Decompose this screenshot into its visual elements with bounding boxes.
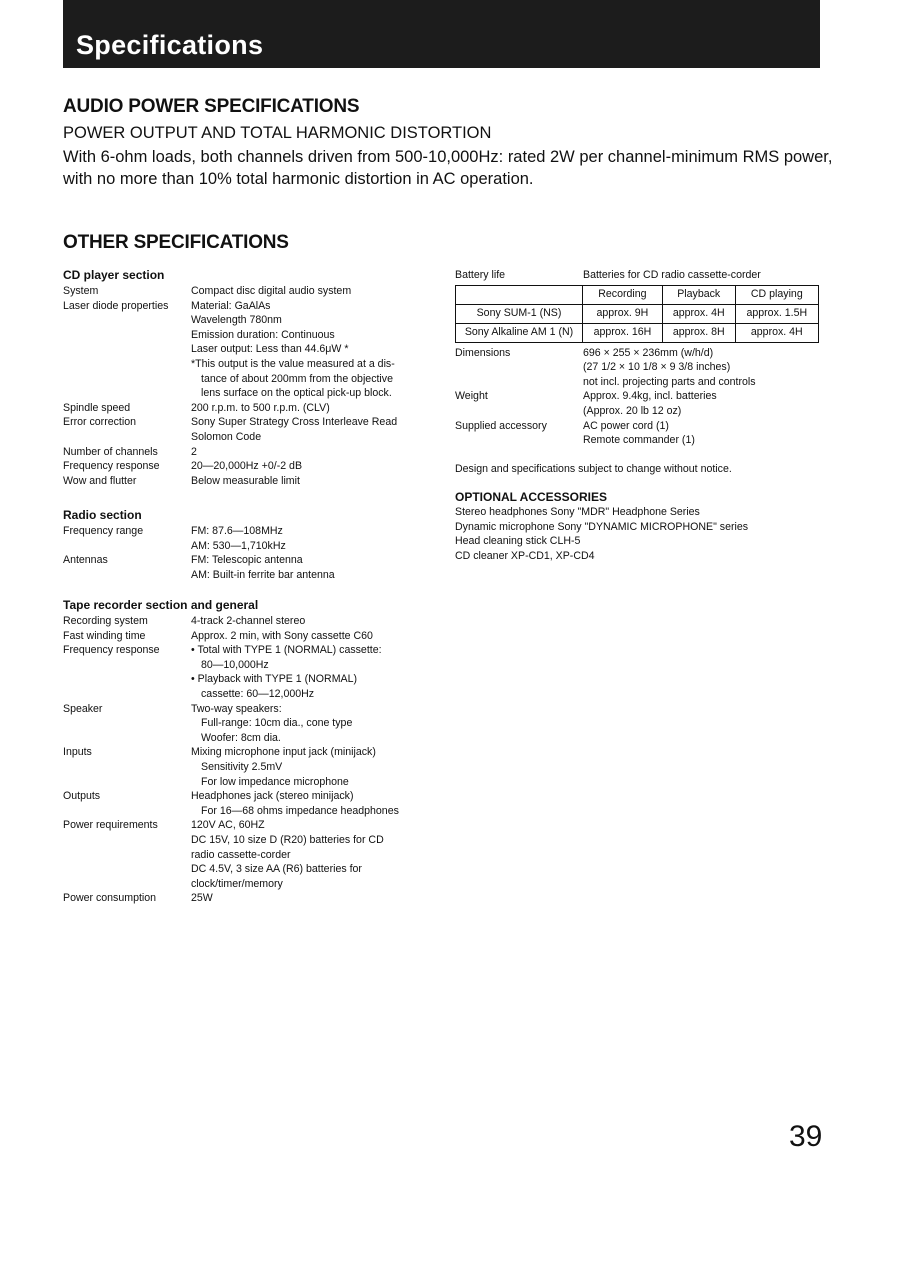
spec-label: Outputs xyxy=(63,790,101,803)
spec-value: 4-track 2-channel stereo xyxy=(191,615,306,627)
table-cell: approx. 4H xyxy=(735,323,818,342)
spec-row xyxy=(63,553,443,582)
table-cell: approx. 1.5H xyxy=(735,304,818,323)
optional-accessory-line: CD cleaner XP-CD1, XP-CD4 xyxy=(455,549,595,562)
spec-row xyxy=(63,643,443,701)
spec-value: DC 4.5V, 3 size AA (R6) batteries for xyxy=(191,863,362,876)
spec-value: Woofer: 8cm dia. xyxy=(201,731,281,744)
table-cell: approx. 9H xyxy=(583,304,663,323)
spec-row xyxy=(63,789,443,818)
spec-row xyxy=(63,524,443,553)
spec-label: Power consumption xyxy=(63,892,157,905)
spec-value: Approx. 9.4kg, incl. batteries xyxy=(583,390,717,403)
battery-caption: Batteries for CD radio cassette-corder xyxy=(583,269,761,281)
spec-label: Dimensions xyxy=(455,346,511,359)
spec-value: FM: 87.6—108MHz xyxy=(191,525,283,537)
spec-row xyxy=(63,459,443,474)
table-row xyxy=(456,304,819,323)
page-number: 39 xyxy=(789,1120,823,1153)
spec-row xyxy=(63,474,443,489)
spec-value: Below measurable limit xyxy=(191,474,300,487)
spec-label: Error correction xyxy=(63,416,136,429)
spec-label: Frequency response xyxy=(63,460,160,473)
spec-value: Solomon Code xyxy=(191,430,262,443)
spec-label: Frequency response xyxy=(63,644,160,657)
right-column xyxy=(455,268,820,563)
spec-value: Sony Super Strategy Cross Interleave Read xyxy=(191,416,398,429)
table-cell: Sony SUM-1 (NS) xyxy=(456,304,583,323)
spec-value: clock/timer/memory xyxy=(191,877,283,890)
spec-value: 696 × 255 × 236mm (w/h/d) xyxy=(583,346,714,359)
spec-label: System xyxy=(63,285,99,297)
spec-row xyxy=(63,891,443,906)
spec-value: (Approx. 20 lb 12 oz) xyxy=(583,404,682,417)
spec-label: Antennas xyxy=(63,554,108,567)
spec-label: Supplied accessory xyxy=(455,419,547,432)
spec-row xyxy=(63,299,443,401)
table-header-cell xyxy=(456,285,583,304)
spec-label: Speaker xyxy=(63,702,103,715)
spec-value: DC 15V, 10 size D (R20) batteries for CD xyxy=(191,833,384,846)
tape-spec-list xyxy=(63,614,443,906)
cd-section-heading: CD player section xyxy=(63,268,165,282)
spec-value: FM: Telescopic antenna xyxy=(191,554,303,567)
spec-label: Spindle speed xyxy=(63,401,131,414)
table-cell: approx. 8H xyxy=(662,323,735,342)
table-header-cell: CD playing xyxy=(735,285,818,304)
spec-row xyxy=(63,445,443,460)
spec-value: 20—20,000Hz +0/-2 dB xyxy=(191,460,303,473)
cd-spec-list xyxy=(63,284,443,488)
spec-value: AM: 530—1,710kHz xyxy=(191,539,286,552)
spec-row xyxy=(63,284,443,299)
page-title: Specifications xyxy=(76,30,264,60)
spec-value: For 16—68 ohms impedance headphones xyxy=(201,804,399,817)
spec-value: Wavelength 780nm xyxy=(191,314,282,327)
table-cell: approx. 4H xyxy=(662,304,735,323)
spec-value: Remote commander (1) xyxy=(583,434,695,447)
spec-value: Compact disc digital audio system xyxy=(191,285,352,297)
change-notice: Design and specifications subject to change without notice. xyxy=(455,462,732,475)
spec-value: Two-way speakers: xyxy=(191,702,282,715)
spec-value: tance of about 200mm from the objective xyxy=(201,372,393,385)
spec-label: Frequency range xyxy=(63,525,144,537)
spec-row xyxy=(455,419,820,448)
spec-label: Wow and flutter xyxy=(63,474,137,487)
spec-label: Recording system xyxy=(63,615,148,627)
table-header-cell: Playback xyxy=(662,285,735,304)
table-header-cell: Recording xyxy=(583,285,663,304)
spec-value: not incl. projecting parts and controls xyxy=(583,375,756,388)
spec-row xyxy=(63,415,443,444)
spec-value: AM: Built-in ferrite bar antenna xyxy=(191,568,335,581)
spec-value: Mixing microphone input jack (minijack) xyxy=(191,746,376,759)
spec-value: Headphones jack (stereo minijack) xyxy=(191,790,354,803)
spec-value: *This output is the value measured at a dis- xyxy=(191,357,395,370)
spec-label: Number of channels xyxy=(63,445,158,458)
optional-accessories-heading: OPTIONAL ACCESSORIES xyxy=(455,490,608,505)
spec-value: (27 1/2 × 10 1/8 × 9 3/8 inches) xyxy=(583,361,731,374)
optional-accessory-line: Stereo headphones Sony "MDR" Headphone Series xyxy=(455,505,700,518)
header-bar xyxy=(63,0,820,68)
spec-row xyxy=(63,614,443,629)
spec-row xyxy=(63,702,443,746)
optional-accessory-line: Head cleaning stick CLH-5 xyxy=(455,535,581,548)
spec-value: 200 r.p.m. to 500 r.p.m. (CLV) xyxy=(191,401,330,414)
spec-label: Battery life xyxy=(455,269,506,281)
spec-label: Laser diode properties xyxy=(63,299,169,312)
tape-section-heading: Tape recorder section and general xyxy=(63,598,259,612)
spec-value: Approx. 2 min, with Sony cassette C60 xyxy=(191,629,373,642)
spec-value: lens surface on the optical pick-up block. xyxy=(201,387,392,400)
spec-value: radio cassette-corder xyxy=(191,848,291,861)
spec-row xyxy=(63,745,443,789)
spec-value: AC power cord (1) xyxy=(583,419,669,432)
spec-value: Sensitivity 2.5mV xyxy=(201,760,283,773)
audio-text: With 6-ohm loads, both channels driven from 500-10,000Hz: rated 2W per channel-minimum RMS power, with no more than 10% total harmonic distortion in AC operation. xyxy=(63,148,833,188)
spec-label: Fast winding time xyxy=(63,629,146,642)
spec-row xyxy=(63,401,443,416)
spec-row xyxy=(455,389,820,418)
audio-section-title: AUDIO POWER SPECIFICATIONS xyxy=(63,96,360,117)
optional-accessory-line: Dynamic microphone Sony "DYNAMIC MICROPHONE" series xyxy=(455,520,749,533)
spec-label: Weight xyxy=(455,390,488,403)
spec-value: 25W xyxy=(191,892,213,905)
spec-value: cassette: 60—12,000Hz xyxy=(201,687,315,700)
spec-label: Power requirements xyxy=(63,819,158,832)
spec-row xyxy=(63,818,443,891)
battery-life-table xyxy=(455,285,819,343)
table-row xyxy=(456,323,819,342)
battery-life-row xyxy=(455,268,820,283)
table-header-row xyxy=(456,285,819,304)
spec-label: Inputs xyxy=(63,746,92,759)
spec-value: Material: GaAlAs xyxy=(191,299,271,312)
spec-row xyxy=(63,629,443,644)
spec-value: 80—10,000Hz xyxy=(201,658,269,671)
spec-value: • Playback with TYPE 1 (NORMAL) xyxy=(191,673,357,686)
spec-value: For low impedance microphone xyxy=(201,775,349,788)
spec-value: 2 xyxy=(191,445,197,458)
spec-value: Emission duration: Continuous xyxy=(191,328,335,341)
table-cell: approx. 16H xyxy=(583,323,663,342)
table-cell: Sony Alkaline AM 1 (N) xyxy=(456,323,583,342)
general-spec-list xyxy=(455,346,820,448)
other-section-title: OTHER SPECIFICATIONS xyxy=(63,232,289,253)
radio-spec-list xyxy=(63,524,443,582)
spec-value: 120V AC, 60HZ xyxy=(191,819,265,832)
radio-section-heading: Radio section xyxy=(63,508,142,522)
spec-value: Laser output: Less than 44.6μW * xyxy=(191,343,349,356)
audio-subtitle: POWER OUTPUT AND TOTAL HARMONIC DISTORTION xyxy=(63,124,492,142)
spec-row xyxy=(455,346,820,390)
spec-value: Full-range: 10cm dia., cone type xyxy=(201,717,353,730)
spec-value: • Total with TYPE 1 (NORMAL) cassette: xyxy=(191,644,382,657)
